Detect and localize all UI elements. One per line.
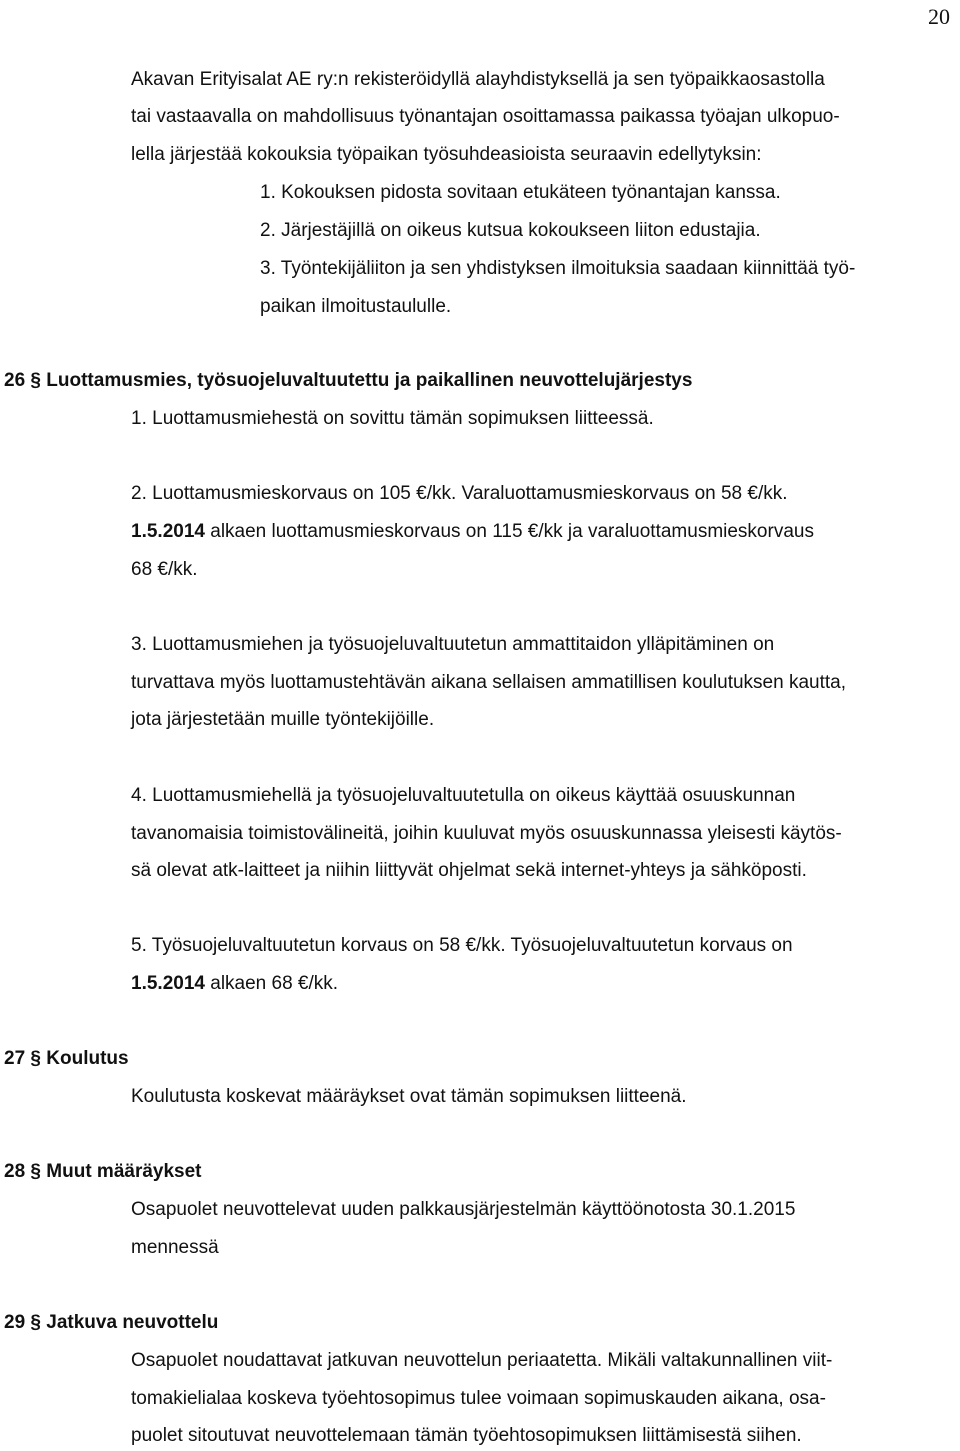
s26-paragraph-2-line-2 xyxy=(131,520,814,544)
section-title: Koulutus xyxy=(46,1048,129,1069)
section-symbol: § xyxy=(30,370,41,391)
s29-body-line-1: Osapuolet noudattavat jatkuvan neuvottelun periaatetta. Mikäli valtakunnallinen viit- xyxy=(131,1350,833,1371)
s26-paragraph-4-line-3: sä olevat atk-laitteet ja niihin liittyvät ohjelmat sekä internet-yhteys ja sähköposti. xyxy=(131,860,807,881)
section-title: Luottamusmies, työsuojeluvaltuutettu ja paikallinen neuvottelujärjestys xyxy=(46,370,693,391)
s26-paragraph-5-line-2 xyxy=(131,972,338,996)
s27-body: Koulutusta koskevat määräykset ovat tämän sopimuksen liitteenä. xyxy=(131,1086,687,1107)
s26-paragraph-3-line-3: jota järjestetään muille työntekijöille. xyxy=(131,709,435,730)
intro-item-3-cont: paikan ilmoitustaululle. xyxy=(260,296,452,317)
page-number: 20 xyxy=(928,4,950,29)
s26-paragraph-3-line-2: turvattava myös luottamustehtävän aikana sellaisen ammatillisen koulutuksen kautta, xyxy=(131,672,846,693)
section-symbol: § xyxy=(30,1161,41,1182)
s26-paragraph-2-line-1: 2. Luottamusmieskorvaus on 105 €/kk. Varaluottamusmieskorvaus on 58 €/kk. xyxy=(131,483,788,504)
date-bold: 1.5.2014 xyxy=(131,973,205,994)
intro-item-3: 3. Työntekijäliiton ja sen yhdistyksen ilmoituksia saadaan kiinnittää työ- xyxy=(260,258,856,279)
section-29-heading xyxy=(4,1311,218,1335)
section-27-heading xyxy=(4,1047,129,1071)
intro-line-3: lella järjestää kokouksia työpaikan työsuhdeasioista seuraavin edellytyksin: xyxy=(131,144,762,165)
s28-body-line-1: Osapuolet neuvottelevat uuden palkkausjärjestelmän käyttöönotosta 30.1.2015 xyxy=(131,1199,796,1220)
s26-paragraph-1: 1. Luottamusmiehestä on sovittu tämän sopimuksen liitteessä. xyxy=(131,408,654,429)
section-number: 29 xyxy=(4,1312,26,1333)
s26-paragraph-2-line-3: 68 €/kk. xyxy=(131,559,198,580)
section-26-heading xyxy=(4,369,692,393)
s26-paragraph-4-line-1: 4. Luottamusmiehellä ja työsuojeluvaltuutetulla on oikeus käyttää osuuskunnan xyxy=(131,785,796,806)
s29-body-line-2: tomakielialaa koskeva työehtosopimus tulee voimaan sopimuskauden aikana, osa- xyxy=(131,1388,826,1409)
intro-item-1: 1. Kokouksen pidosta sovitaan etukäteen työnantajan kanssa. xyxy=(260,182,781,203)
section-title: Muut määräykset xyxy=(46,1161,202,1182)
section-number: 26 xyxy=(4,370,26,391)
section-title: Jatkuva neuvottelu xyxy=(46,1312,219,1333)
intro-line-2: tai vastaavalla on mahdollisuus työnantajan osoittamassa paikassa työajan ulkopuo- xyxy=(131,106,840,127)
section-symbol: § xyxy=(30,1312,41,1333)
s26-paragraph-5-line-1: 5. Työsuojeluvaltuutetun korvaus on 58 €/kk. Työsuojeluvaltuutetun korvaus on xyxy=(131,935,793,956)
section-symbol: § xyxy=(30,1048,41,1069)
s28-body-line-2: mennessä xyxy=(131,1237,219,1258)
section-28-heading xyxy=(4,1160,202,1184)
intro-line-1: Akavan Erityisalat AE ry:n rekisteröidyllä alayhdistyksellä ja sen työpaikkaosastolla xyxy=(131,69,825,90)
s26-paragraph-4-line-2: tavanomaisia toimistovälineitä, joihin kuuluvat myös osuuskunnassa yleisesti käytös- xyxy=(131,823,842,844)
section-number: 28 xyxy=(4,1161,26,1182)
s29-body-line-3: puolet sitoutuvat neuvottelemaan tämän työehtosopimuksen liittämisestä siihen. xyxy=(131,1425,802,1446)
text: alkaen 68 €/kk. xyxy=(204,973,339,994)
intro-item-2: 2. Järjestäjillä on oikeus kutsua kokoukseen liiton edustajia. xyxy=(260,220,761,241)
text: alkaen luottamusmieskorvaus on 115 €/kk ja varaluottamusmieskorvaus xyxy=(204,521,814,542)
section-number: 27 xyxy=(4,1048,26,1069)
s26-paragraph-3-line-1: 3. Luottamusmiehen ja työsuojeluvaltuutetun ammattitaidon ylläpitäminen on xyxy=(131,634,775,655)
date-bold: 1.5.2014 xyxy=(131,521,205,542)
